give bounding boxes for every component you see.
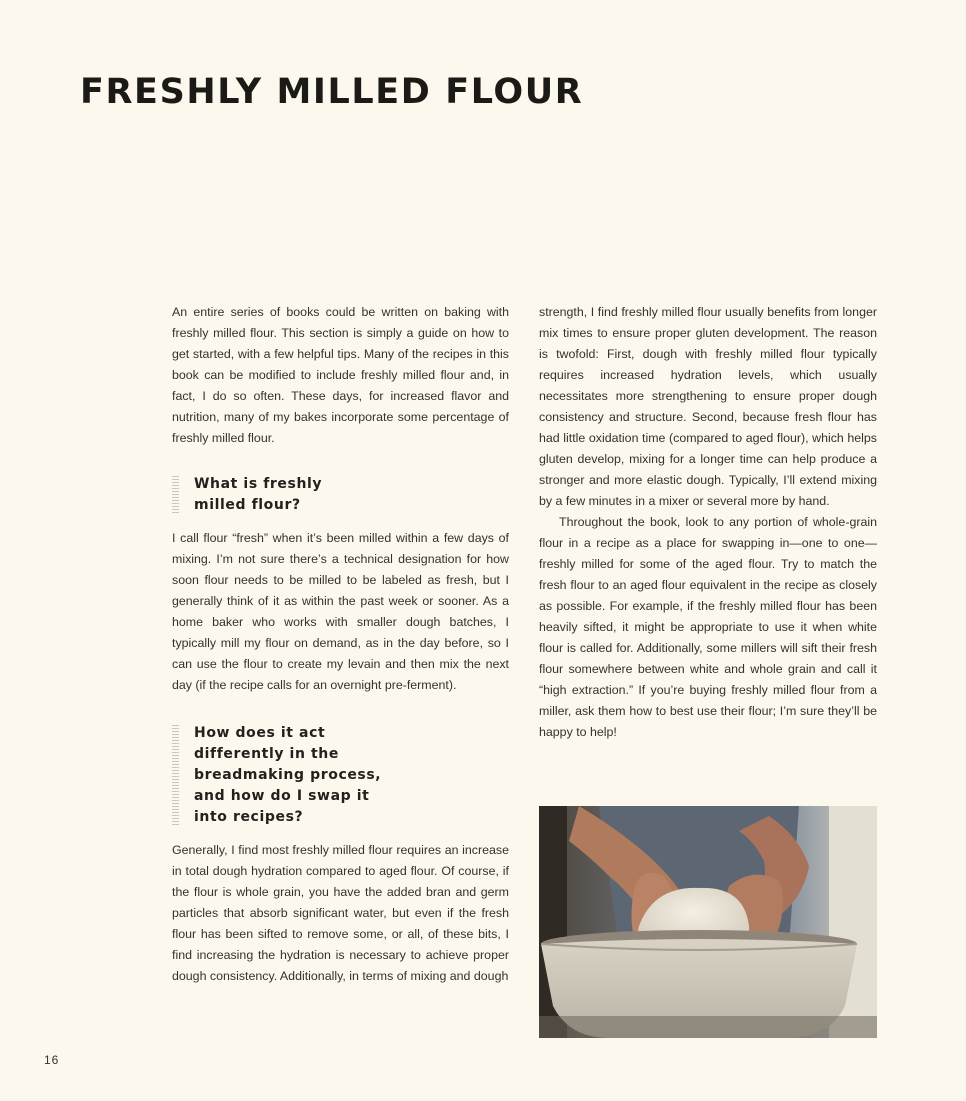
heading-line: breadmaking process,: [194, 767, 382, 783]
heading-stripe-decoration: [172, 476, 179, 514]
heading-stripe-decoration: [172, 725, 179, 826]
body-paragraph: strength, I find freshly milled flour usually benefits from longer mix times to ensure proper gluten development. The reason is twofold: First, dough with freshly milled flour typically requires increased hydration levels, which usually necessitates more strengthening to ensure proper dough consistency and structure. Second, because fresh flour has had little oxidation time (compared to aged flour), which helps gluten develop, mixing for a longer time can help produce a stronger and more elastic dough. Typically, I’ll extend mixing by a few minutes in a mixer or several more by hand.: [539, 305, 877, 508]
intro-paragraph: An entire series of books could be written on baking with freshly milled flour. This section is simply a guide on how to get started, with a few helpful tips. Many of the recipes in this book can be modified to include freshly milled flour and, in fact, I do so often. These days, for increased flavor and nutrition, many of my bakes incorporate some percentage of freshly milled flour.: [172, 305, 509, 445]
left-column: [172, 302, 509, 987]
heading-line: How does it act: [194, 725, 326, 741]
right-column: [539, 302, 877, 743]
heading-line: milled flour?: [194, 497, 301, 513]
question-heading-what-is: [172, 474, 509, 516]
heading-line: What is freshly: [194, 476, 323, 492]
question-heading-how-does: [172, 723, 509, 828]
answer-paragraph-what-is: I call flour “fresh” when it’s been milled within a few days of mixing. I’m not sure there’s a technical designation for how soon flour needs to be milled to be labeled as fresh, but I generally think of it as within the past week or sooner. As a home baker who works with smaller dough batches, I typically mill my flour on demand, as in the day before, so I can use the flour to create my levain and then mix the next day (if the recipe calls for an overnight pre-ferment).: [172, 531, 509, 692]
flour-photo: [539, 806, 877, 1038]
answer-paragraph-how-does: Generally, I find most freshly milled flour requires an increase in total dough hydration compared to aged flour. Of course, if the flour is whole grain, you have the added bran and germ particles that absorb significant water, but even if the fresh flour has been sifted to remove some, or all, of these bits, I find increasing the hydration is necessary to achieve proper dough consistency. Additionally, in terms of mixing and dough: [172, 843, 509, 983]
heading-line: and how do I swap it: [194, 788, 370, 804]
heading-line: into recipes?: [194, 809, 304, 825]
page-title: FRESHLY MILLED FLOUR: [80, 72, 584, 112]
heading-line: differently in the: [194, 746, 339, 762]
page-number: 16: [44, 1053, 60, 1067]
body-paragraph: Throughout the book, look to any portion of whole-grain flour in a recipe as a place for swapping in—one to one—freshly milled for some of the aged flour. Try to match the fresh flour to an aged flour equivalent in the recipe as closely as possible. For example, if the freshly milled flour has been heavily sifted, it might be appropriate to use it when white flour is called for. Additionally, some millers will sift their fresh flour somewhere between white and whole grain and call it “high extraction.” If you’re buying freshly milled flour from a miller, ask them how to best use their flour; I’m sure they’ll be happy to help!: [539, 515, 877, 739]
